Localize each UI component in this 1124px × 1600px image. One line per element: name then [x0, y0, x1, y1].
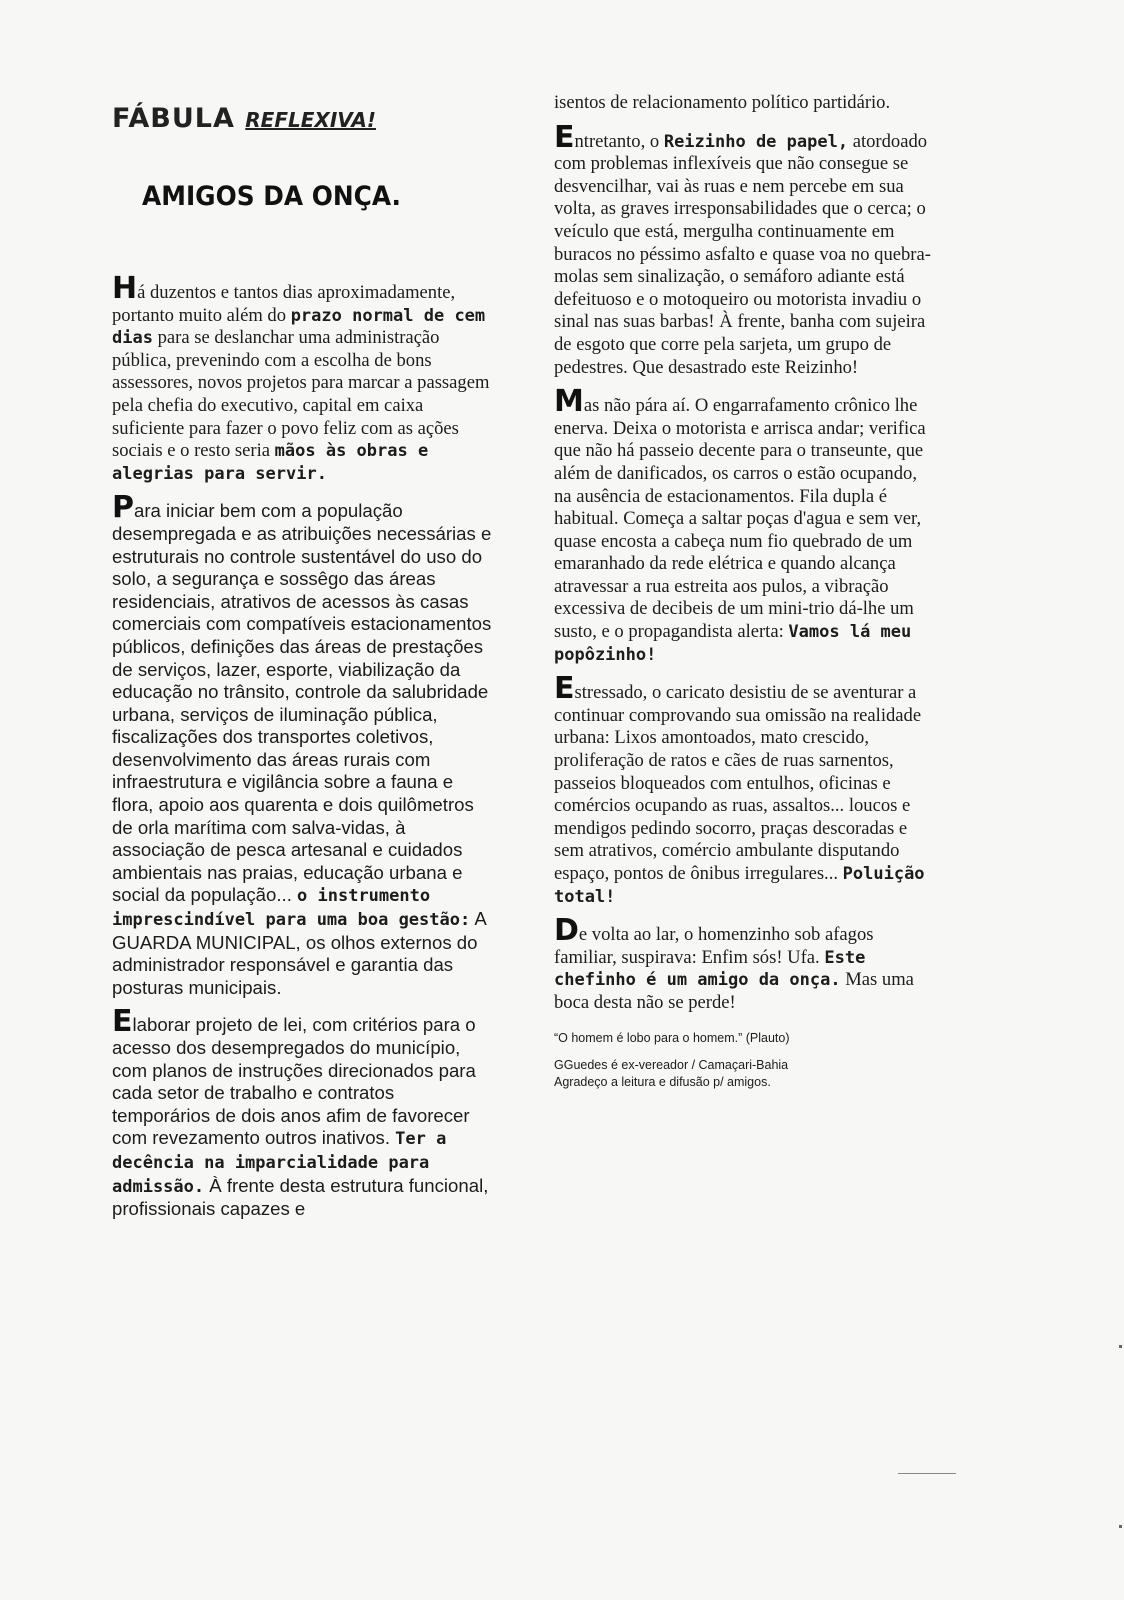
paragraph-text: á duzentos e tantos dias aproximadamente, portanto muito além do: [112, 282, 456, 326]
drop-cap: E: [112, 1004, 133, 1040]
right-column: [554, 92, 939, 1091]
paragraph-text: laborar projeto de lei, com critérios para o acesso dos desempregados do município, com planos de instruções direcionados para cada setor de trabalho e contratos temporários de dois anos afim de favorecer com revezamento outros inativos.: [112, 1014, 476, 1149]
paragraph-text: para se deslanchar uma administração pública, prevenindo com a escolha de bons assessores, novos projetos para marcar a passagem pela chefia do executivo, capital em caixa suficiente para fazer o povo feliz com as ações sociais e o resto seria: [112, 327, 490, 462]
bold-text: o instrumento imprescindível para uma boa gestão:: [112, 886, 471, 931]
drop-cap: M: [554, 384, 584, 420]
paragraph-5: [554, 384, 939, 666]
credits: [554, 1057, 939, 1091]
author-credit: GGuedes é ex-vereador / Camaçari-Bahia: [554, 1057, 789, 1072]
paragraph-text: e volta ao lar, o homenzinho sob afagos familiar, suspirava: Enfim sós! Ufa.: [554, 924, 874, 968]
title: [112, 103, 492, 148]
paragraph-4: [554, 119, 939, 380]
paragraph-text: A GUARDA MUNICIPAL, os olhos externos do administrador responsável e garantia das posturas municipais.: [112, 908, 486, 998]
drop-cap: E: [554, 119, 575, 155]
paragraph-7: [554, 913, 939, 1014]
bold-text: Poluição total!: [554, 864, 925, 907]
paragraph-3: [112, 1004, 492, 1220]
drop-cap: D: [554, 913, 579, 949]
subtitle: AMIGOS DA ONÇA.: [142, 181, 401, 212]
bold-text: Reizinho de papel,: [663, 131, 849, 152]
paragraph-text: À frente desta estrutura funcional, profissionais capazes e: [112, 1174, 489, 1220]
drop-cap: E: [554, 671, 575, 707]
drop-cap: H: [112, 271, 138, 306]
bold-text: Vamos lá meu popôzinho!: [554, 622, 912, 665]
paragraph-text: stressado, o caricato desistiu de se aventurar a continuar comprovando sua omissão na realidade urbana: Lixos amontoados, mato crescido, proliferação de ratos e cães de ruas sarnentos, passeios bloqueados com entulhos, oficinas e comércios ocupando as ruas, assaltos... loucos e mendigos pedindo socorro, praças descoradas e sem atrativos, comércio ambulante disputando espaço, pontos de ônibus irregulares...: [554, 682, 922, 884]
title-part1: FÁBULA: [112, 103, 235, 134]
bold-text: Ter a decência na imparcialidade para admissão.: [112, 1129, 447, 1197]
divider: [898, 1473, 956, 1474]
paragraph-text: ntretanto, o: [574, 130, 664, 152]
bold-text: prazo normal de cem dias: [112, 305, 486, 349]
paragraph-text: as não pára aí. O engarrafamento crônico lhe enerva. Deixa o motorista e arrisca andar; verifica que não há passeio decente para o transeunte, que além de danificados, os carros o estão ocupando, na ausência de estacionamentos. Fila dupla é habitual. Começa a saltar poças d'agua e sem ver, quase encosta a cabeça num fio quebrado de um emaranhado da rede elétrica e quando alcança atravessar a rua estreita aos pulos, a vibração excessiva de decibeis de um mini-trio dá-lhe um susto, e o propagandista alerta:: [554, 395, 926, 643]
thanks-note: Agradeço a leitura e difusão p/ amigos.: [554, 1074, 771, 1089]
left-column: [112, 100, 492, 1233]
scan-mark: [1119, 1525, 1122, 1528]
paragraph-text: atordoado com problemas inflexíveis que não consegue se desvencilhar, vai às ruas e nem percebe em sua volta, as graves irresponsabilidades que o cerca; o veículo que está, mergulha continuamente em buracos no péssimo asfalto e quase voa no quebra-molas sem sinalização, o semáforo adiante está defeituoso e o motoqueiro ou motorista invadiu o sinal nas suas barbas! À frente, banha com sujeira de esgoto que corre pela sarjeta, um grupo de pedestres. Que desastrado este Reizinho!: [554, 130, 931, 378]
scan-mark: [1119, 1345, 1122, 1348]
bold-text: Este chefinho é um amigo da onça.: [554, 947, 866, 991]
paragraph-2: [112, 490, 492, 999]
drop-cap: P: [112, 490, 134, 526]
paragraph-1: [112, 271, 492, 485]
bold-text: mãos às obras e alegrias para servir.: [112, 441, 429, 484]
paragraph-text: Mas uma boca desta não se perde!: [554, 969, 914, 1013]
title-part2: REFLEXIVA!: [245, 108, 376, 132]
paragraph-6: [554, 671, 939, 908]
quote: “O homem é lobo para o homem.” (Plauto): [554, 1030, 790, 1045]
paragraph-text: ara iniciar bem com a população desempregada e as atribuições necessárias e estruturais no controle sustentável do uso do solo, a segurança e sossêgo das áreas residenciais, atrativos de acessos às casas comerciais com compatíveis estacionamentos públicos, definições das áreas de prestações de serviços, lazer, esporte, viabilização da educação no trânsito, controle da salubridade urbana, serviços de iluminação pública, fiscalizações dos transportes coletivos, desenvolvimento das áreas rurais com infraestrutura e vigilância sobre a fauna e flora, apoio aos quarenta e dois quilômetros de orla marítima com salva-vidas, à associação de pesca artesanal e cuidados ambientais nas praias, educação urbana e social da população...: [112, 500, 492, 906]
paragraph-continued: isentos de relacionamento político partidário.: [554, 92, 891, 113]
